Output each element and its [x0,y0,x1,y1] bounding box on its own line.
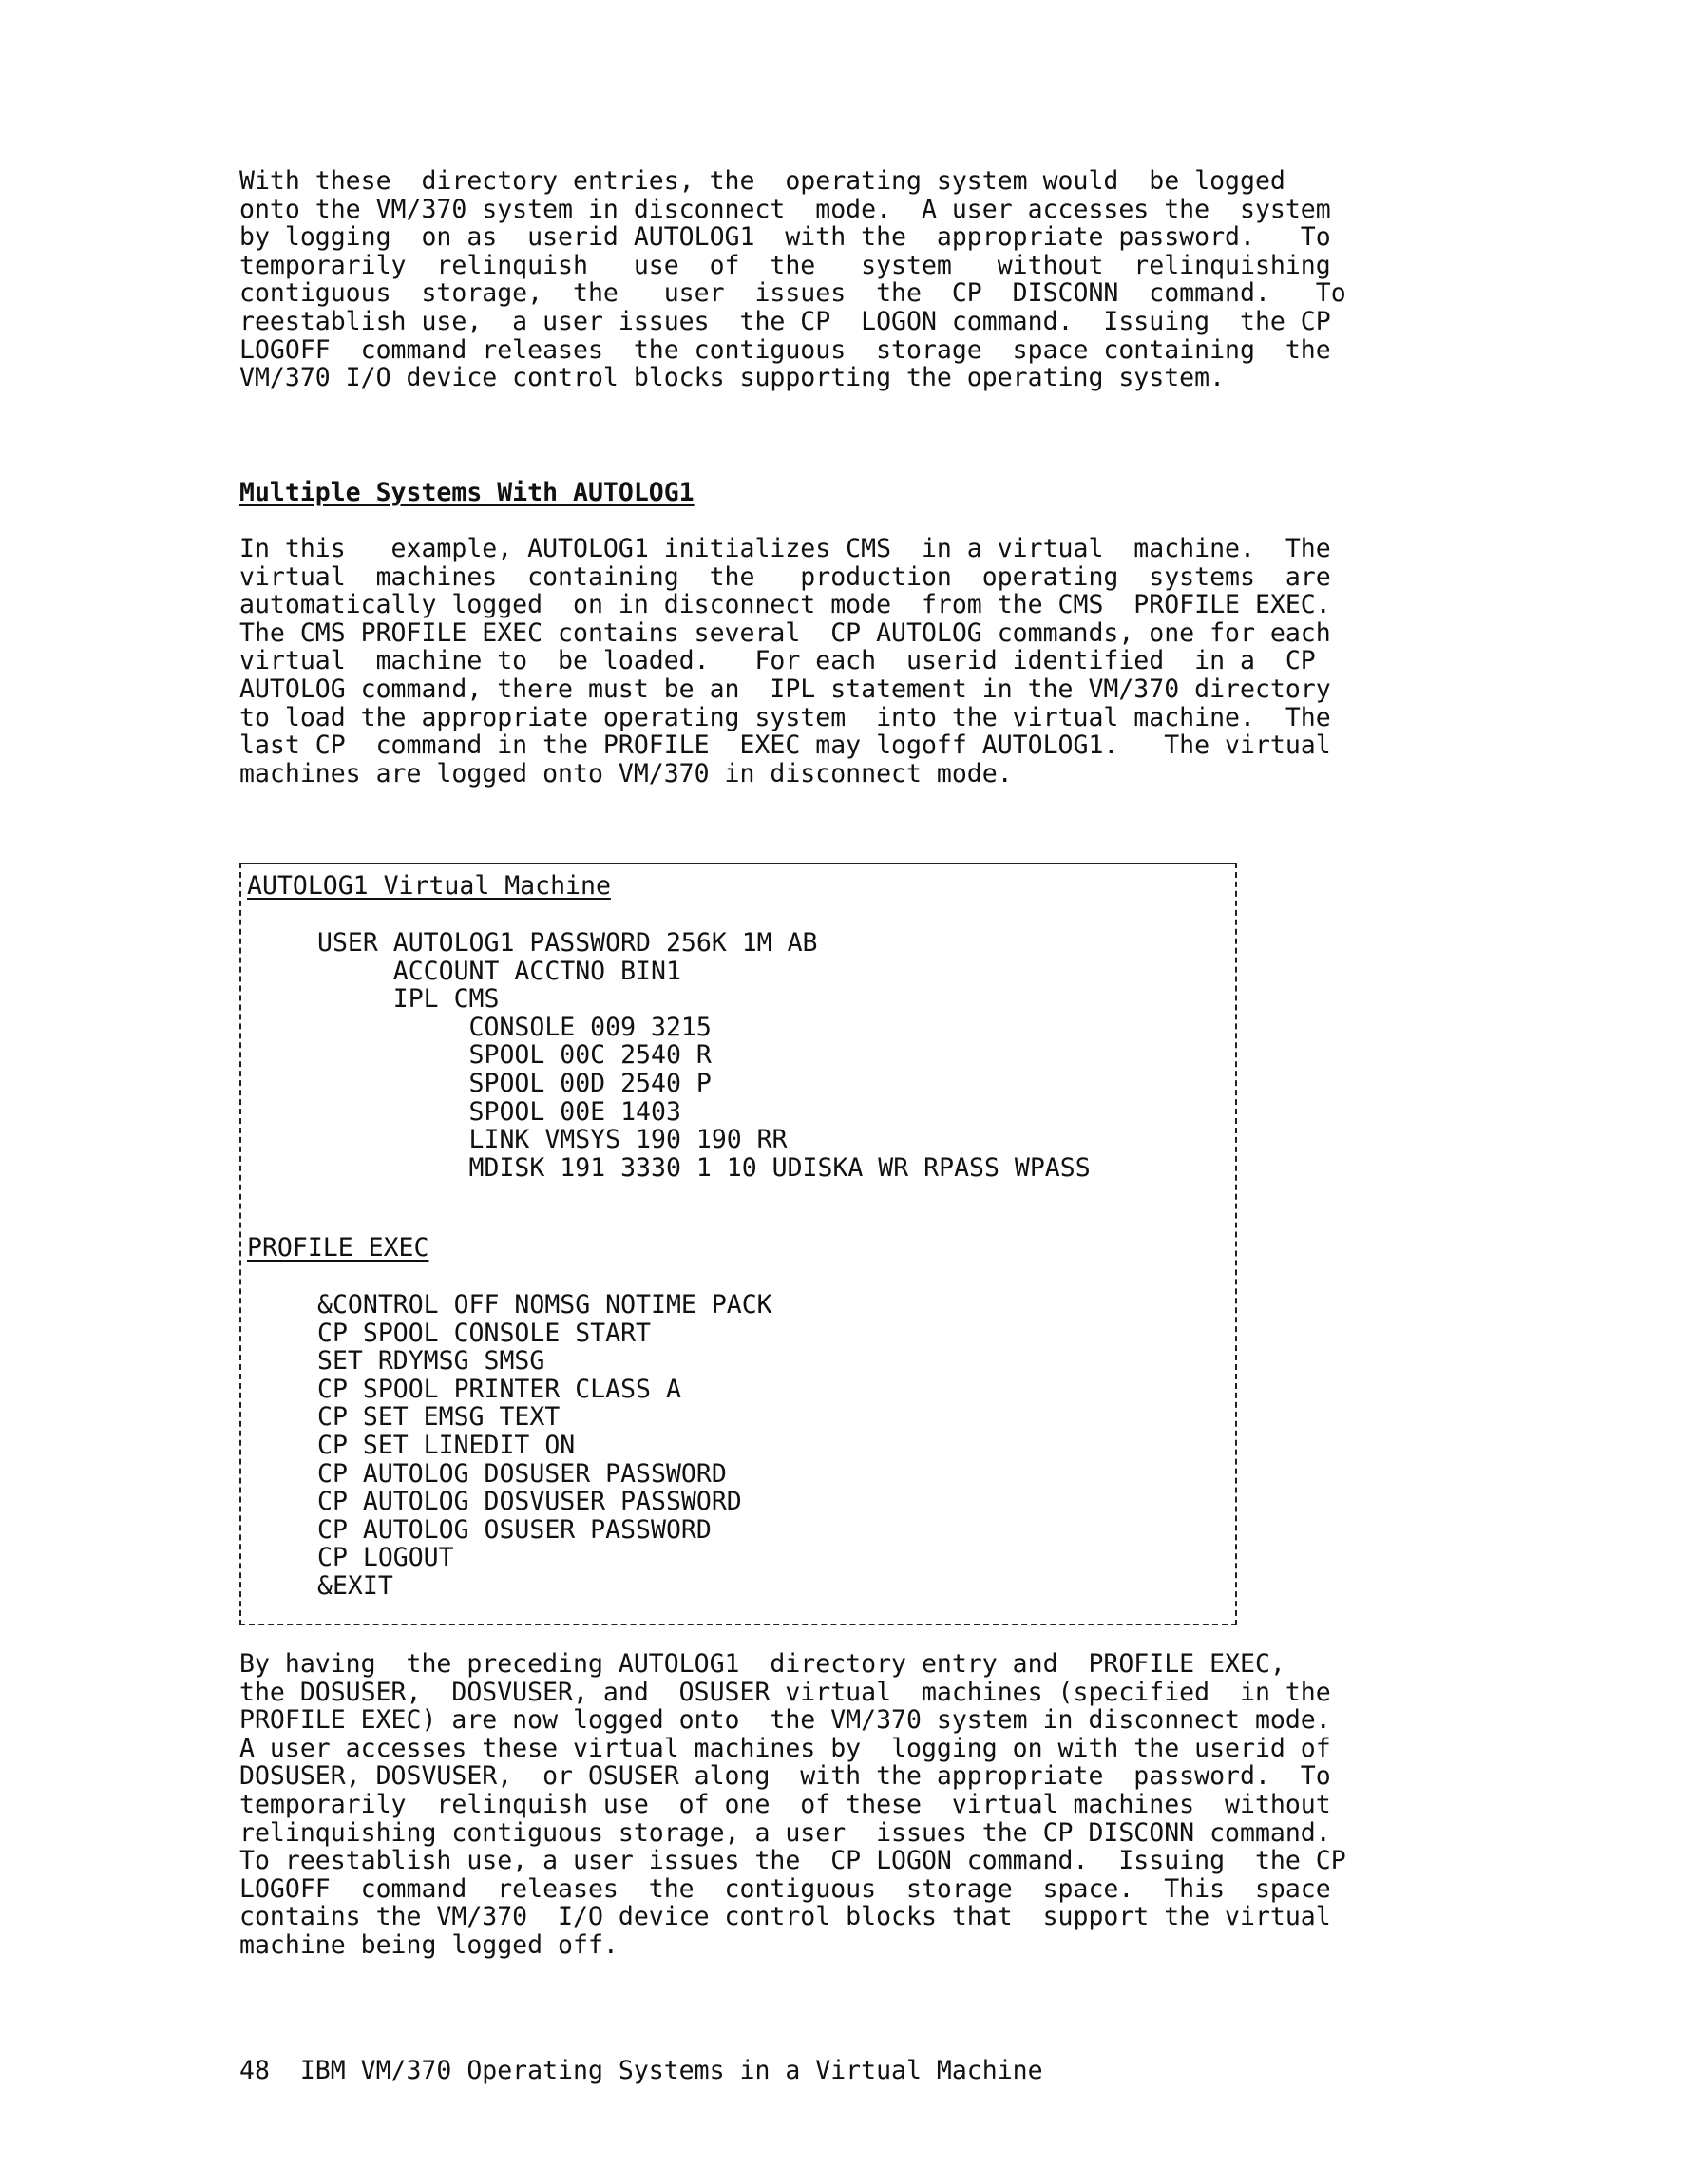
profile-exec-listing: &CONTROL OFF NOMSG NOTIME PACK CP SPOOL CONSOLE START SET RDYMSG SMSG CP SPOOL PRINTER CLASS A CP SET EMSG TEXT CP SET LINEDIT ON CP AUTOLOG DOSUSER PASSWORD CP AUTOLOG DOSVUSER PASSWORD CP AUTOLOG OSUSER PASSWORD CP LOGOUT &EXIT [317,1290,772,1601]
intro-paragraph: With these directory entries, the operating system would be logged onto the VM/370 system in disconnect mode. A user accesses the system by logging on as userid AUTOLOG1 with the appropriate password. To temporarily relinquish use of the system without relinquishing contiguous storage, the user issues the CP DISCONN command. To reestablish use, a user issues the CP LOGON command. Issuing the CP LOGOFF command releases the contiguous storage space containing the VM/370 I/O device control blocks supporting the operating system. [239,166,1346,393]
closing-paragraph: By having the preceding AUTOLOG1 directory entry and PROFILE EXEC, the DOSUSER, DOSVUSER, and OSUSER virtual machines (specified in the PROFILE EXEC) are now logged onto the VM/370 system in disconnect mode. A user accesses these virtual machines by logging on with the userid of DOSUSER, DOSVUSER, or OSUSER along with the appropriate password. To temporarily relinquish use of one of these virtual machines without relinquishing contiguous storage, a user issues the CP DISCONN command. To reestablish use, a user issues the CP LOGON command. Issuing the CP LOGOFF command releases the contiguous storage space. This space contains the VM/370 I/O device control blocks that support the virtual machine being logged off. [239,1649,1346,1960]
code-example-box [239,863,1237,1625]
directory-entry-title: AUTOLOG1 Virtual Machine [247,871,611,901]
section-heading: Multiple Systems With AUTOLOG1 [239,478,695,507]
directory-entry-listing: USER AUTOLOG1 PASSWORD 256K 1M AB ACCOUNT ACCTNO BIN1 IPL CMS CONSOLE 009 3215 SPOOL 00C 2540 R SPOOL 00D 2540 P SPOOL 00E 1403 LINK VMSYS 190 190 RR MDISK 191 3330 1 10 UDISKA WR RPASS WPASS [317,928,1091,1183]
profile-exec-title: PROFILE EXEC [247,1233,429,1263]
page-footer: 48 IBM VM/370 Operating Systems in a Virtual Machine [239,2056,1043,2085]
section-paragraph: In this example, AUTOLOG1 initializes CMS in a virtual machine. The virtual machines containing the production operating systems are automatically logged on in disconnect mode from the CMS PROFILE EXEC. The CMS PROFILE EXEC contains several CP AUTOLOG commands, one for each virtual machine to be loaded. For each userid identified in a CP AUTOLOG command, there must be an IPL statement in the VM/370 directory to load the appropriate operating system into the virtual machine. The last CP command in the PROFILE EXEC may logoff AUTOLOG1. The virtual machines are logged onto VM/370 in disconnect mode. [239,534,1331,788]
